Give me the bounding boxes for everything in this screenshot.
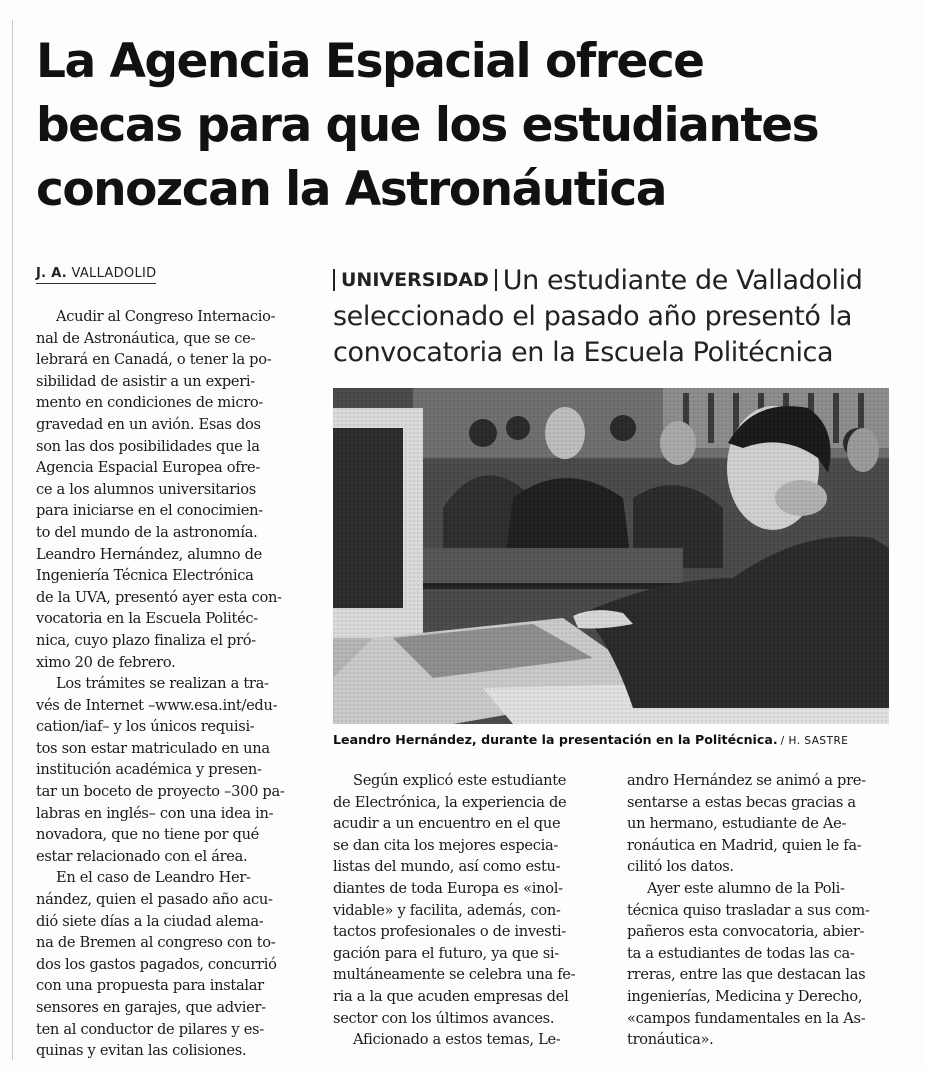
- body-line: pañeros esta convocatoria, abier-: [627, 923, 865, 941]
- body-line: ronáutica en Madrid, quien le fa-: [627, 836, 862, 854]
- article-photo: [333, 388, 889, 724]
- photo-illustration: [333, 388, 889, 724]
- photo-credit: / H. SASTRE: [780, 735, 849, 747]
- body-line: con una propuesta para instalar: [36, 977, 264, 995]
- body-line: técnica quiso trasladar a sus com-: [627, 901, 870, 919]
- caption-text: Leandro Hernández, durante la presentación en la Politécnica.: [333, 732, 778, 747]
- body-line: rreras, entre las que destacan las: [627, 966, 866, 984]
- body-line: na de Bremen al congreso con to-: [36, 934, 276, 952]
- body-column-2: [333, 770, 603, 1051]
- body-line: de Electrónica, la experiencia de: [333, 793, 567, 811]
- body-line: andro Hernández se animó a pre-: [627, 772, 866, 789]
- photo-caption: [333, 732, 893, 747]
- body-column-1: [36, 306, 308, 1062]
- body-line: multáneamente se celebra una fe-: [333, 966, 576, 984]
- body-line: vidable» y facilita, además, con-: [333, 901, 561, 919]
- body-line: tronáutica».: [627, 1031, 714, 1049]
- byline-place: VALLADOLID: [71, 266, 157, 281]
- body-line: Agencia Espacial Europea ofre-: [36, 459, 260, 477]
- body-line: mento en condiciones de micro-: [36, 394, 263, 412]
- subheadline: [333, 262, 903, 371]
- body-line: ria a la que acuden empresas del: [333, 987, 569, 1005]
- subhead-line: [333, 262, 903, 299]
- headline-line: La Agencia Espacial ofrece: [36, 34, 704, 89]
- body-line: se dan cita los mejores especia-: [333, 836, 558, 854]
- subhead-line: seleccionado el pasado año presentó la: [333, 301, 852, 332]
- body-line: nica, cuyo plazo finaliza el pró-: [36, 631, 256, 649]
- body-line: En el caso de Leandro Her-: [56, 869, 251, 887]
- body-line: institución académica y presen-: [36, 761, 262, 779]
- body-line: ta a estudiantes de todas las ca-: [627, 944, 855, 962]
- body-line: dió siete días a la ciudad alema-: [36, 912, 264, 930]
- section-label: UNIVERSIDAD: [333, 269, 497, 291]
- body-line: novadora, que no tiene por qué: [36, 826, 260, 844]
- body-line: Ayer este alumno de la Poli-: [647, 879, 845, 897]
- body-line: sensores en garajes, que advier-: [36, 999, 266, 1016]
- body-line: para iniciarse en el conocimien-: [36, 502, 263, 520]
- body-line: «campos fundamentales en la As-: [627, 1009, 866, 1027]
- body-line: diantes de toda Europa es «inol-: [333, 879, 563, 897]
- body-line: sibilidad de asistir a un experi-: [36, 372, 255, 390]
- body-line: nández, quien el pasado año acu-: [36, 891, 273, 909]
- byline: [36, 266, 156, 284]
- body-line: son las dos posibilidades que la: [36, 437, 260, 455]
- body-line: listas del mundo, así como estu-: [333, 858, 561, 876]
- body-line: cilitó los datos.: [627, 858, 734, 876]
- body-line: ingenierías, Medicina y Derecho,: [627, 987, 863, 1005]
- body-line: vés de Internet –www.esa.int/edu-: [36, 696, 278, 714]
- headline: [36, 30, 896, 222]
- body-line: un hermano, estudiante de Ae-: [627, 815, 847, 833]
- body-line: sentarse a estas becas gracias a: [627, 793, 856, 811]
- subhead-line-text: Un estudiante de Valladolid: [502, 265, 863, 296]
- body-line: ce a los alumnos universitarios: [36, 480, 256, 498]
- body-line: gravedad en un avión. Esas dos: [36, 415, 261, 433]
- body-line: labras en inglés– con una idea in-: [36, 804, 274, 822]
- body-line: Acudir al Congreso Internacio-: [56, 308, 276, 325]
- body-line: de la UVA, presentó ayer esta con-: [36, 588, 282, 606]
- body-line: Los trámites se realizan a tra-: [56, 675, 269, 693]
- body-line: gación para el futuro, ya que si-: [333, 944, 559, 962]
- body-line: acudir a un encuentro en el que: [333, 815, 561, 833]
- body-line: vocatoria en la Escuela Politéc-: [36, 610, 258, 628]
- headline-line: conozcan la Astronáutica: [36, 162, 666, 217]
- body-line: tar un boceto de proyecto –300 pa-: [36, 783, 285, 801]
- page-edge-rule: [12, 20, 13, 1060]
- body-line: cation/iaf– y los únicos requisi-: [36, 718, 255, 736]
- body-line: nal de Astronáutica, que se ce-: [36, 329, 256, 347]
- body-line: ximo 20 de febrero.: [36, 653, 176, 671]
- body-line: quinas y evitan las colisiones.: [36, 1042, 247, 1060]
- body-line: ten al conductor de pilares y es-: [36, 1020, 264, 1038]
- body-line: Leandro Hernández, alumno de: [36, 545, 262, 563]
- body-line: Ingeniería Técnica Electrónica: [36, 567, 254, 585]
- headline-line: becas para que los estudiantes: [36, 98, 819, 153]
- body-line: Aficionado a estos temas, Le-: [353, 1031, 561, 1049]
- byline-author: J. A.: [36, 266, 68, 281]
- body-line: dos los gastos pagados, concurrió: [36, 955, 277, 973]
- body-line: lebrará en Canadá, o tener la po-: [36, 351, 272, 369]
- body-line: tactos profesionales o de investi-: [333, 923, 566, 941]
- body-line: to del mundo de la astronomía.: [36, 523, 258, 541]
- body-column-3: [627, 770, 897, 1051]
- body-line: Según explicó este estudiante: [353, 772, 567, 789]
- body-line: sector con los últimos avances.: [333, 1009, 555, 1027]
- body-line: estar relacionado con el área.: [36, 847, 248, 865]
- body-line: tos son estar matriculado en una: [36, 739, 270, 757]
- subhead-line: convocatoria en la Escuela Politécnica: [333, 337, 834, 368]
